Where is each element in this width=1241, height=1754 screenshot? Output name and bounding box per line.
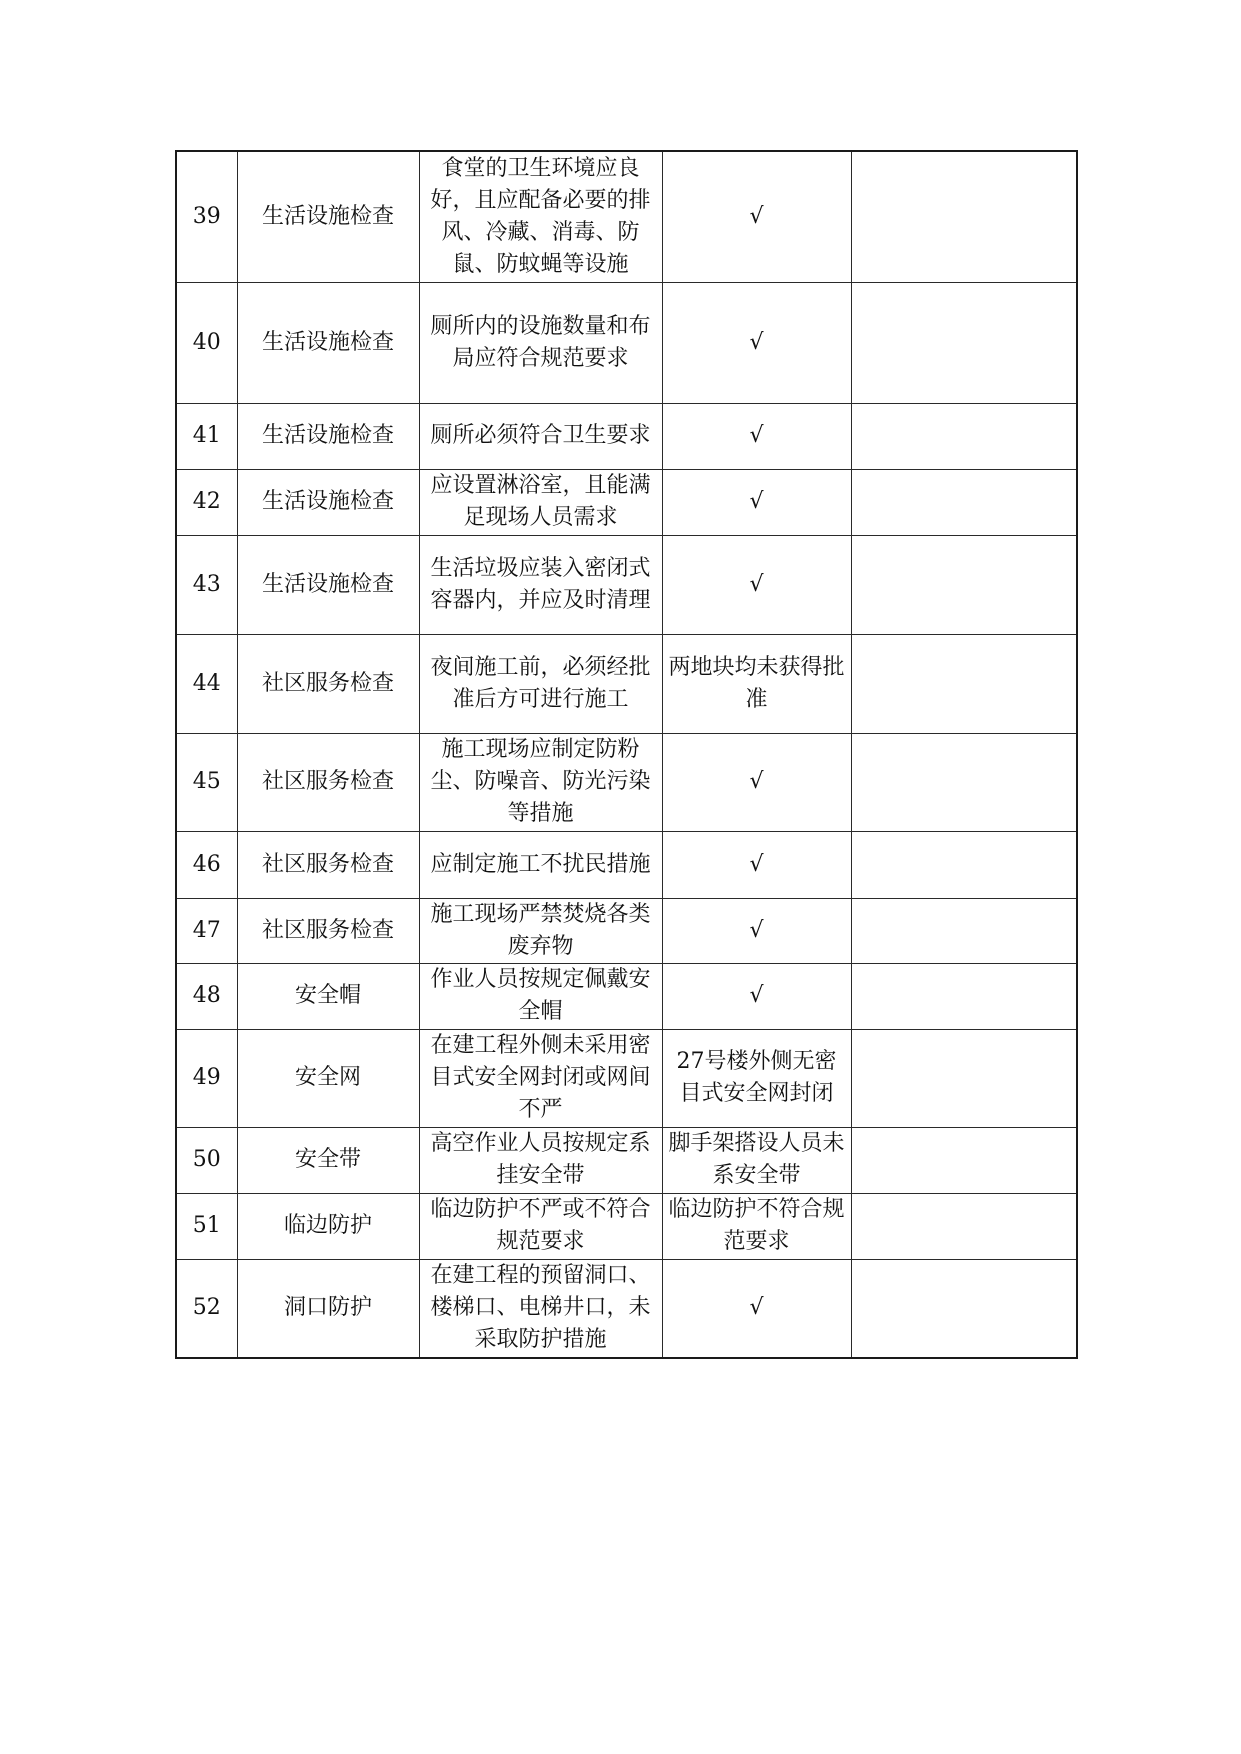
- row-remark: [851, 898, 1077, 963]
- row-remark: [851, 1259, 1077, 1358]
- table-row: [176, 469, 1077, 535]
- row-number: 52: [176, 1259, 237, 1358]
- row-number: 39: [176, 151, 237, 282]
- row-requirement: 厕所内的设施数量和布局应符合规范要求: [419, 282, 662, 403]
- row-remark: [851, 1029, 1077, 1127]
- row-number: 46: [176, 831, 237, 898]
- row-result: √: [662, 535, 851, 634]
- row-category: 生活设施检查: [237, 282, 419, 403]
- table-row: [176, 733, 1077, 831]
- row-result: √: [662, 1259, 851, 1358]
- row-number: 40: [176, 282, 237, 403]
- row-category: 社区服务检查: [237, 898, 419, 963]
- table-row: [176, 634, 1077, 733]
- row-requirement: 临边防护不严或不符合规范要求: [419, 1193, 662, 1259]
- row-result: √: [662, 469, 851, 535]
- row-requirement: 夜间施工前，必须经批准后方可进行施工: [419, 634, 662, 733]
- row-remark: [851, 634, 1077, 733]
- row-category: 生活设施检查: [237, 535, 419, 634]
- row-number: 47: [176, 898, 237, 963]
- row-result: √: [662, 831, 851, 898]
- row-requirement: 施工现场严禁焚烧各类废弃物: [419, 898, 662, 963]
- row-category: 生活设施检查: [237, 469, 419, 535]
- row-category: 社区服务检查: [237, 634, 419, 733]
- row-requirement: 生活垃圾应装入密闭式容器内，并应及时清理: [419, 535, 662, 634]
- row-remark: [851, 535, 1077, 634]
- inspection-table: [175, 150, 1078, 1359]
- table-row: [176, 151, 1077, 282]
- row-remark: [851, 963, 1077, 1029]
- table-row: [176, 1127, 1077, 1193]
- table-row: [176, 1193, 1077, 1259]
- row-result: 27号楼外侧无密目式安全网封闭: [662, 1029, 851, 1127]
- row-category: 社区服务检查: [237, 733, 419, 831]
- row-requirement: 高空作业人员按规定系挂安全带: [419, 1127, 662, 1193]
- row-remark: [851, 282, 1077, 403]
- row-result: √: [662, 151, 851, 282]
- row-result: √: [662, 282, 851, 403]
- row-category: 临边防护: [237, 1193, 419, 1259]
- row-result: √: [662, 898, 851, 963]
- table-row: [176, 1029, 1077, 1127]
- row-number: 45: [176, 733, 237, 831]
- row-result: √: [662, 733, 851, 831]
- row-result: √: [662, 403, 851, 469]
- table-row: [176, 403, 1077, 469]
- row-remark: [851, 469, 1077, 535]
- row-remark: [851, 733, 1077, 831]
- row-category: 生活设施检查: [237, 403, 419, 469]
- row-requirement: 施工现场应制定防粉尘、防噪音、防光污染等措施: [419, 733, 662, 831]
- row-category: 社区服务检查: [237, 831, 419, 898]
- row-remark: [851, 151, 1077, 282]
- row-number: 50: [176, 1127, 237, 1193]
- row-remark: [851, 1127, 1077, 1193]
- row-result: 临边防护不符合规范要求: [662, 1193, 851, 1259]
- table-row: [176, 1259, 1077, 1358]
- row-category: 安全带: [237, 1127, 419, 1193]
- row-remark: [851, 403, 1077, 469]
- row-category: 洞口防护: [237, 1259, 419, 1358]
- row-number: 49: [176, 1029, 237, 1127]
- row-result: 脚手架搭设人员未系安全带: [662, 1127, 851, 1193]
- row-number: 51: [176, 1193, 237, 1259]
- row-requirement: 作业人员按规定佩戴安全帽: [419, 963, 662, 1029]
- table-row: [176, 963, 1077, 1029]
- row-requirement: 厕所必须符合卫生要求: [419, 403, 662, 469]
- row-remark: [851, 831, 1077, 898]
- row-remark: [851, 1193, 1077, 1259]
- row-result: √: [662, 963, 851, 1029]
- row-requirement: 在建工程外侧未采用密目式安全网封闭或网间不严: [419, 1029, 662, 1127]
- row-requirement: 应制定施工不扰民措施: [419, 831, 662, 898]
- row-number: 44: [176, 634, 237, 733]
- table-row: [176, 282, 1077, 403]
- row-category: 安全帽: [237, 963, 419, 1029]
- row-requirement: 在建工程的预留洞口、楼梯口、电梯井口，未采取防护措施: [419, 1259, 662, 1358]
- table-row: [176, 831, 1077, 898]
- row-requirement: 应设置淋浴室，且能满足现场人员需求: [419, 469, 662, 535]
- row-category: 安全网: [237, 1029, 419, 1127]
- row-number: 43: [176, 535, 237, 634]
- row-result: 两地块均未获得批准: [662, 634, 851, 733]
- row-number: 41: [176, 403, 237, 469]
- row-number: 48: [176, 963, 237, 1029]
- row-category: 生活设施检查: [237, 151, 419, 282]
- table-row: [176, 535, 1077, 634]
- table-row: [176, 898, 1077, 963]
- row-number: 42: [176, 469, 237, 535]
- row-requirement: 食堂的卫生环境应良好，且应配备必要的排风、冷藏、消毒、防鼠、防蚊蝇等设施: [419, 151, 662, 282]
